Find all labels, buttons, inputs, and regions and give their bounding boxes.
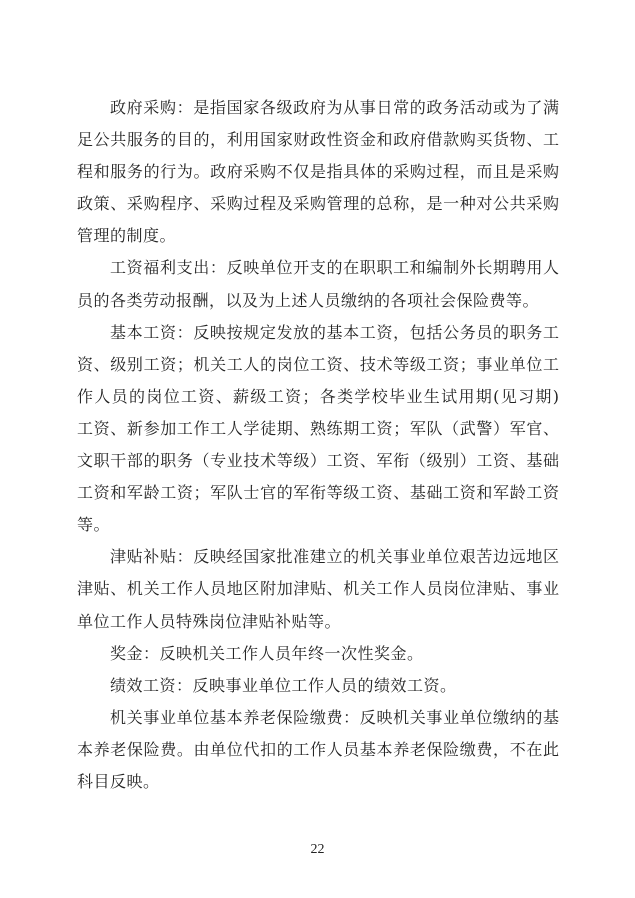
paragraph-performance-salary [77, 670, 559, 702]
document-body [77, 92, 559, 798]
paragraph-allowance [77, 541, 559, 637]
text-line: 员的各类劳动报酬，以及为上述人员缴纳的各项社会保险费等。 [77, 290, 540, 310]
text-line: 奖金：反映机关工作人员年终一次性奖金。 [110, 643, 424, 663]
text-line: 管理的制度。 [77, 226, 177, 246]
paragraph-bonus [77, 638, 559, 670]
text-line: 基本工资：反映按规定发放的基本工资，包括公务员的职务工 [110, 322, 559, 342]
text-line: 科目反映。 [77, 771, 160, 791]
text-line: 程和服务的行为。政府采购不仅是指具体的采购过程，而且是采购 [77, 162, 559, 182]
paragraph-basic-salary [77, 317, 559, 542]
text-line: 工资、新参加工作工人学徒期、熟练期工资；军队（武警）军官、 [77, 418, 559, 438]
text-line: 政府采购：是指国家各级政府为从事日常的政务活动或为了满 [110, 98, 559, 117]
text-line: 等。 [77, 515, 111, 535]
text-line: 政策、采购程序、采购过程及采购管理的总称，是一种对公共采购 [77, 194, 559, 214]
paragraph-salary-welfare [77, 252, 559, 316]
text-line: 资、级别工资；机关工人的岗位工资、技术等级工资；事业单位工 [77, 354, 559, 374]
text-line: 津贴、机关工作人员地区附加津贴、机关工作人员岗位津贴、事业 [77, 579, 559, 599]
text-line: 津贴补贴：反映经国家批准建立的机关事业单位艰苦边远地区 [110, 547, 559, 567]
text-line: 足公共服务的目的，利用国家财政性资金和政府借款购买货物、工 [77, 130, 559, 150]
text-line: 工资和军龄工资；军队士官的军衔等级工资、基础工资和军龄工资 [77, 483, 559, 503]
text-line: 文职干部的职务（专业技术等级）工资、军衔（级别）工资、基础 [77, 451, 559, 471]
text-line: 绩效工资：反映事业单位工作人员的绩效工资。 [110, 675, 457, 695]
paragraph-government-procurement [77, 92, 559, 252]
paragraph-pension-insurance [77, 702, 559, 798]
page-number: 22 [310, 842, 325, 857]
text-line: 本养老保险费。由单位代扣的工作人员基本养老保险缴费，不在此 [77, 739, 559, 759]
text-line: 作人员的岗位工资、薪级工资；各类学校毕业生试用期(见习期) [77, 386, 559, 406]
text-line: 工资福利支出：反映单位开支的在职职工和编制外长期聘用人 [110, 258, 559, 278]
text-line: 机关事业单位基本养老保险缴费：反映机关事业单位缴纳的基 [110, 707, 559, 727]
text-line: 单位工作人员特殊岗位津贴补贴等。 [77, 611, 342, 631]
